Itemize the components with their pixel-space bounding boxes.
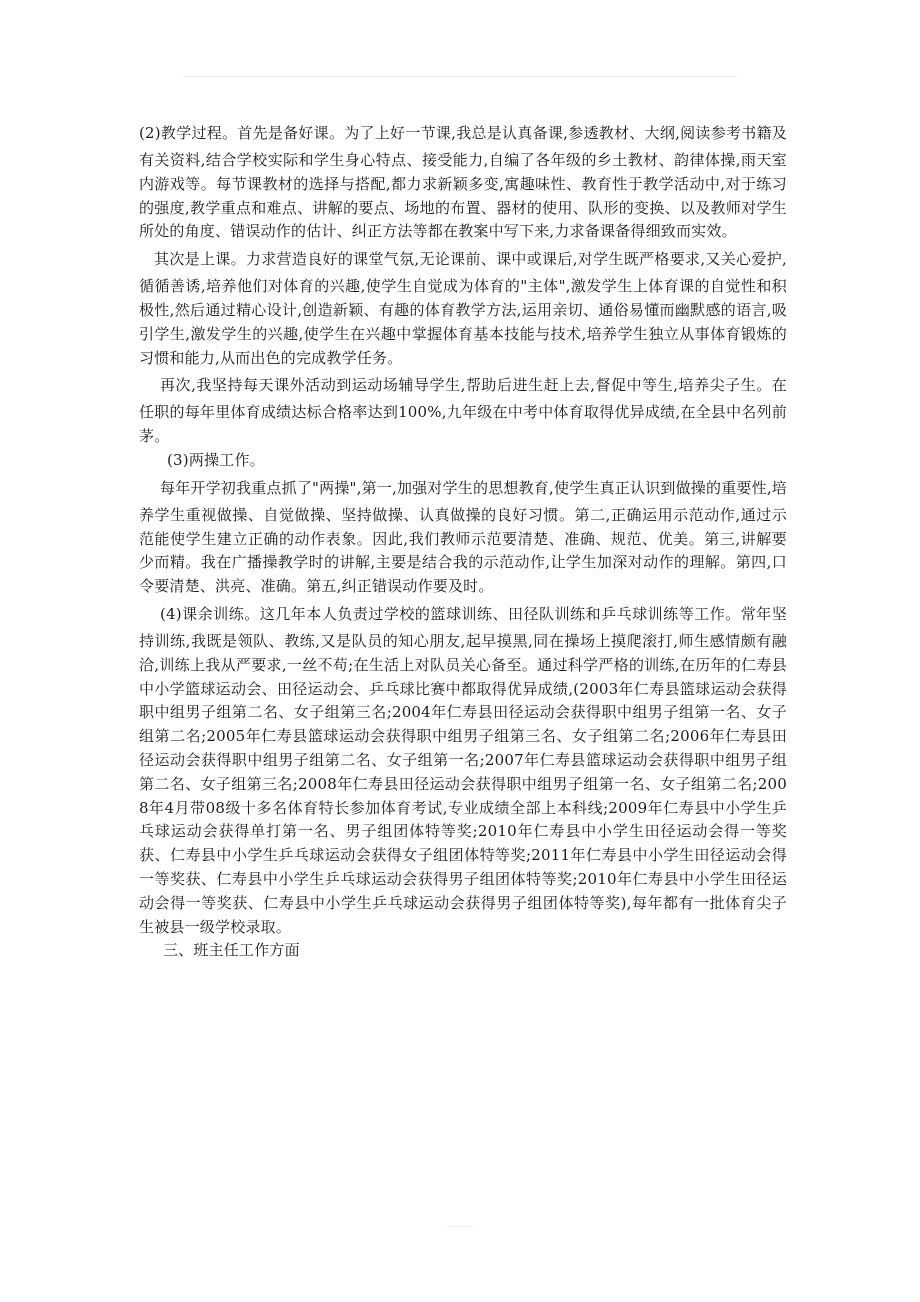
paragraph-teaching-process: (2)教学过程。首先是备好课。为了上好一节课,我总是认真备课,参透教材、大纲,阅读参考书籍及有关资料,结合学校实际和学生身心特点、接受能力,自编了各年级的乡土教材、韵律体操,雨天室内游戏等。每节课教材的选择与搭配,都力求新颖多变,寓趣味性、教育性于教学活动中,对于练习的强度,教学重点和难点、讲解的要点、场地的布置、器材的使用、队形的变换、以及教师对学生所处的角度、错误动作的估计、纠正方法等都在教案中写下来,力求备课备得细致而实效。 bbox=[139, 124, 787, 241]
section-heading-two-exercises: (3)两操工作。 bbox=[167, 450, 265, 469]
paragraph-two-exercises: 每年开学初我重点抓了"两操",第一,加强对学生的思想教育,使学生真正认识到做操的重要性,培养学生重视做操、自觉做操、坚持做操、认真做操的良好习惯。第二,正确运用示范动作,通过示范能使学生建立正确的动作表象。因此,我们教师示范要清楚、准确、规范、优美。第三,讲解要少而精。我在广播操教学时的讲解,主要是结合我的示范动作,让学生加深对动作的理解。第四,口令要清楚、洪亮、准确。第五,纠正错误动作要及时。 bbox=[139, 478, 787, 596]
paragraph-extracurricular: 再次,我坚持每天课外活动到运动场辅导学生,帮助后进生赶上去,督促中等生,培养尖子生。在任职的每年里体育成绩达标合格率达到100%,九年级在中考中体育取得优异成绩,在全县中名列前茅。 bbox=[139, 376, 787, 446]
footer-mark bbox=[447, 1226, 473, 1227]
header-rule bbox=[183, 76, 737, 77]
paragraph-after-school-training: (4)课余训练。这几年本人负责过学校的篮球训练、田径队训练和乒乓球训练等工作。常年坚持训练,我既是领队、教练,又是队员的知心朋友,起早摸黑,同在操场上摸爬滚打,师生感情颇有融洽,训练上我从严要求,一丝不苟;在生活上对队员关心备至。通过科学严格的训练,在历年的仁寿县中小学篮球运动会、田径运动会、乒乓球比赛中都取得优异成绩,(2003年仁寿县篮球运动会获得职中组男子组第二名、女子组第三名;2004年仁寿县田径运动会获得职中组男子组第一名、女子组第二名;2005年仁寿县篮球运动会获得职中组男子组第三名、女子组第二名;2006年仁寿县田径运动会获得职中组男子组第二名、女子组第一名;2007年仁寿县篮球运动会获得职中组男子组第二名、女子组第三名;2008年仁寿县田径运动会获得职中组男子组第一名、女子组第二名;2008年4月带08级十多名体育特长参加体育考试,专业成绩全部上本科线;2009年仁寿县中小学生乒乓球运动会获得单打第一名、男子组团体特等奖;2010年仁寿县中小学生田径运动会得一等奖获、仁寿县中小学生乒乓球运动会获得女子组团体特等奖;2011年仁寿县中小学生田径运动会得一等奖获、仁寿县中小学生乒乓球运动会获得男子组团体特等奖;2010年仁寿县中小学生田径运动会得一等奖获、仁寿县中小学生乒乓球运动会获得男子组团体特等奖),每年都有一批体育尖子生被县一级学校录取。 bbox=[139, 604, 787, 936]
paragraph-lessons: 其次是上课。力求营造良好的课堂气氛,无论课前、课中或课后,对学生既严格要求,又关心爱护,循循善诱,培养他们对体育的兴趣,使学生自觉成为体育的"主体",激发学生上体育课的自觉性和积极性,然后通过精心设计,创造新颖、有趣的体育教学方法,运用亲切、通俗易懂而幽默感的语言,吸引学生,激发学生的兴趣,使学生在兴趣中掌握体育基本技能与技术,培养学生独立从事体育锻炼的习惯和能力,从而出色的完成教学任务。 bbox=[139, 250, 787, 367]
section-heading-class-teacher: 三、班主任工作方面 bbox=[163, 941, 300, 960]
document-body bbox=[139, 118, 787, 963]
